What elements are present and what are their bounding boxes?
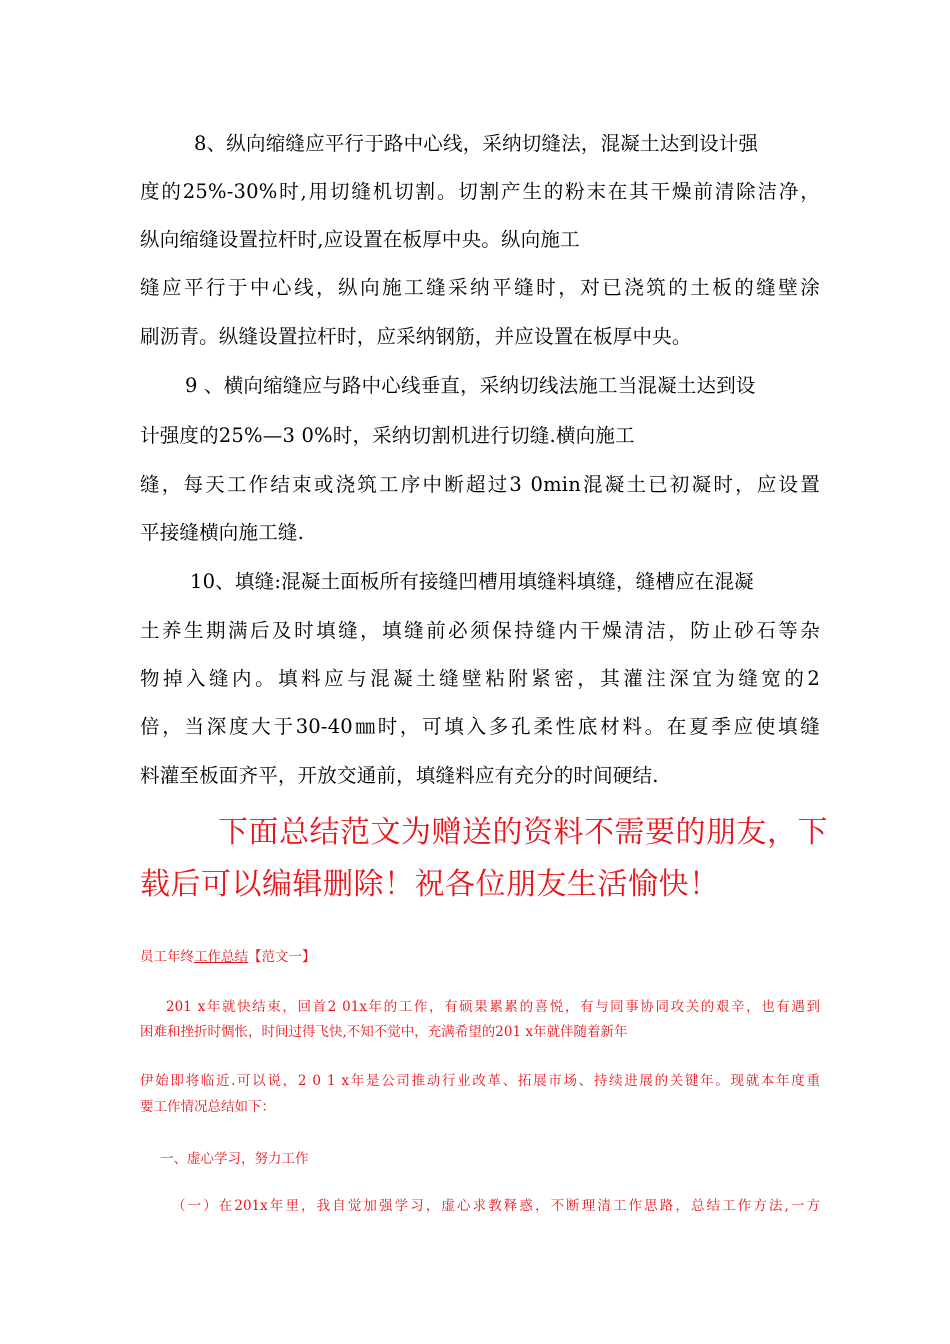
sample-p2-line2: 要工作情况总结如下： [140, 1099, 275, 1115]
notice-line1: 下面总结范文为赠送的资料不需要的朋友，下 [218, 815, 828, 850]
section9-line1: 9 、横向缩缝应与路中心线垂直，采纳切线法施工当混凝土达到设 [185, 374, 756, 397]
sample-p2-line1: 伊始即将临近.可以说，2 0 1 x年是公司推动行业改革、拓展市场、持续进展的关键年。现就本年度重 [140, 1073, 820, 1089]
section8-line2: 度的25%-30%时,用切缝机切割。切割产生的粉末在其干燥前清除洁净， [140, 180, 820, 203]
sample-p1-line2: 困难和挫折时惆怅，时间过得飞快,不知不觉中，充满希望的201 x年就伴随着新年 [140, 1024, 628, 1040]
section9-line2: 计强度的25%—3 0%时，采纳切割机进行切缝.横向施工 [140, 424, 635, 447]
section10-line4: 倍，当深度大于30-40㎜时，可填入多孔柔性底材料。在夏季应使填缝 [140, 715, 820, 738]
sample-heading1: 一、虚心学习，努力工作 [160, 1151, 309, 1167]
section8-line4: 缝应平行于中心线，纵向施工缝采纳平缝时，对已浇筑的土板的缝壁涂 [140, 276, 820, 299]
section9-line4: 平接缝横向施工缝. [140, 521, 304, 544]
section10-line5: 料灌至板面齐平，开放交通前，填缝料应有充分的时间硬结. [140, 764, 659, 787]
section10-line3: 物掉入缝内。填料应与混凝土缝壁粘附紧密，其灌注深宜为缝宽的2 [140, 667, 820, 690]
section8-line1: 8、纵向缩缝应平行于路中心线，采纳切缝法，混凝土达到设计强 [194, 132, 759, 155]
notice-line2: 载后可以编辑删除！祝各位朋友生活愉快！ [140, 867, 720, 902]
sample-title-suffix: 【范文一】 [248, 949, 316, 965]
sample-title-link[interactable]: 工作总结 [194, 949, 248, 965]
sample-item1: （一）在201x年里，我自觉加强学习，虚心求教释惑，不断理清工作思路，总结工作方法,一方 [172, 1198, 820, 1214]
section9-line3: 缝，每天工作结束或浇筑工序中断超过3 0min混凝土已初凝时，应设置 [140, 473, 820, 496]
sample-title [140, 948, 820, 966]
sample-title-prefix: 员工年终 [140, 949, 194, 965]
section10-line2: 土养生期满后及时填缝，填缝前必须保持缝内干燥清洁，防止砂石等杂 [140, 619, 820, 642]
section10-line1: 10、填缝:混凝土面板所有接缝凹槽用填缝料填缝，缝槽应在混凝 [190, 570, 754, 593]
section8-line5: 刷沥青。纵缝设置拉杆时，应采纳钢筋，并应设置在板厚中央。 [140, 325, 692, 348]
section8-line3: 纵向缩缝设置拉杆时,应设置在板厚中央。纵向施工 [140, 228, 580, 251]
sample-p1-line1: 201 x年就快结束，回首2 01x年的工作，有硕果累累的喜悦，有与同事协同攻关的艰辛，也有遇到 [166, 999, 820, 1015]
